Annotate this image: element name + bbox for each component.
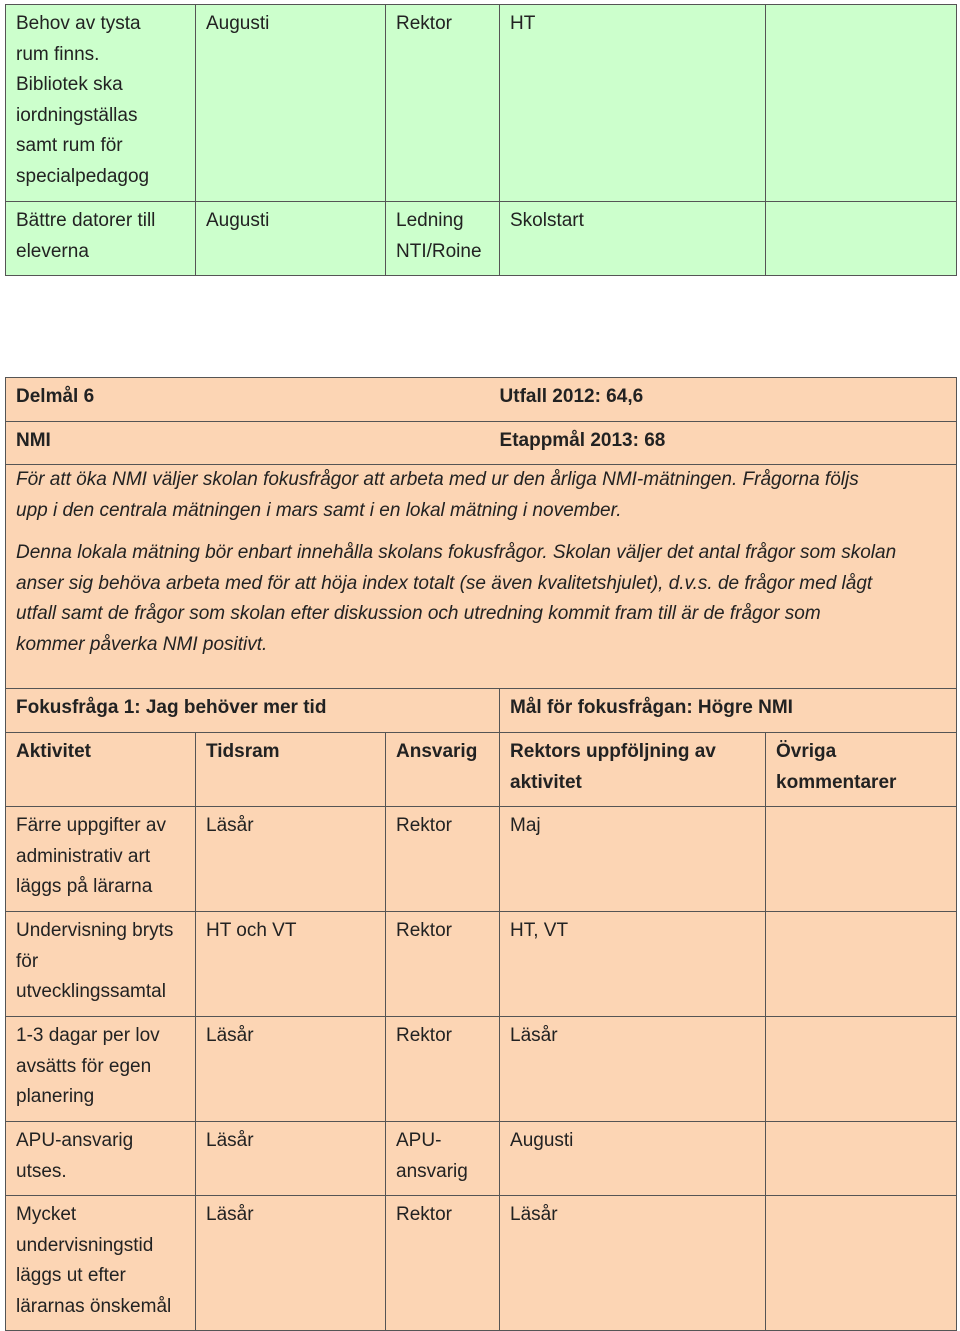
goal-table — [5, 377, 957, 1331]
aktivitet-cell: Färre uppgifter av administrativ art läggs på lärarna — [6, 807, 196, 912]
aktivitet-cell: Undervisning bryts för utvecklingssamtal — [6, 912, 196, 1017]
header-row — [6, 733, 957, 807]
header-aktivitet: Aktivitet — [6, 733, 196, 807]
table-row — [6, 1196, 957, 1331]
aktivitet-cell: APU-ansvarig utses. — [6, 1122, 196, 1196]
goal-row-nmi — [6, 422, 957, 465]
utfall-label: Utfall 2012: 64,6 — [500, 378, 957, 422]
aktivitet-cell: Mycket undervisningstid läggs ut efter lärarnas önskemål — [6, 1196, 196, 1331]
table-row — [6, 807, 957, 912]
table-row — [6, 1017, 957, 1122]
table-row — [6, 5, 957, 202]
uppfoljning-cell: HT — [500, 5, 766, 202]
ovriga-cell — [766, 1196, 957, 1331]
focus-question: Fokusfråga 1: Jag behöver mer tid — [6, 689, 500, 733]
ovriga-cell — [766, 5, 957, 202]
header-uppfoljning: Rektors uppföljning av aktivitet — [500, 733, 766, 807]
ovriga-cell — [766, 912, 957, 1017]
table-row — [6, 912, 957, 1017]
goal-description-row — [6, 465, 957, 689]
aktivitet-cell: Behov av tysta rum finns. Bibliotek ska iordningställas samt rum för specialpedagog — [6, 5, 196, 202]
header-ansvarig: Ansvarig — [386, 733, 500, 807]
aktivitet-cell: 1-3 dagar per lov avsätts för egen planering — [6, 1017, 196, 1122]
tidsram-cell: HT och VT — [196, 912, 386, 1017]
nmi-label: NMI — [6, 422, 500, 465]
tidsram-cell: Läsår — [196, 1017, 386, 1122]
goal-paragraph-2: Denna lokala mätning bör enbart innehålla skolans fokusfrågor. Skolan väljer det antal frågor som skolan anser sig behöva arbeta med för att höja index totalt (se även kvalitetshjulet), d.v.s. de frågor med lågt utfall samt de frågor som skolan efter diskussion och utredning kommit fram till är de frågor som kommer påverka NMI positivt. — [16, 542, 897, 655]
ansvarig-cell: Rektor — [386, 5, 500, 202]
uppfoljning-cell: Läsår — [500, 1017, 766, 1122]
table-row — [6, 202, 957, 276]
uppfoljning-cell: Maj — [500, 807, 766, 912]
uppfoljning-cell: Augusti — [500, 1122, 766, 1196]
header-tidsram: Tidsram — [196, 733, 386, 807]
table-row — [6, 1122, 957, 1196]
ovriga-cell — [766, 807, 957, 912]
aktivitet-cell: Bättre datorer till eleverna — [6, 202, 196, 276]
tidsram-cell: Augusti — [196, 5, 386, 202]
ansvarig-cell: Rektor — [386, 1196, 500, 1331]
delmal-label: Delmål 6 — [6, 378, 500, 422]
focus-goal: Mål för fokusfrågan: Högre NMI — [500, 689, 957, 733]
etappmal-label: Etappmål 2013: 68 — [500, 422, 957, 465]
focus-question-row — [6, 689, 957, 733]
goal-description — [6, 465, 957, 689]
goal-paragraph-1: För att öka NMI väljer skolan fokusfrågor att arbeta med ur den årliga NMI-mätningen. Frågorna följs upp i den centrala mätningen i mars samt i en lokal mätning i november. — [16, 469, 859, 521]
tidsram-cell: Augusti — [196, 202, 386, 276]
ansvarig-cell: Ledning NTI/Roine — [386, 202, 500, 276]
uppfoljning-cell: HT, VT — [500, 912, 766, 1017]
tidsram-cell: Läsår — [196, 807, 386, 912]
header-ovriga: Övriga kommentarer — [766, 733, 957, 807]
uppfoljning-cell: Läsår — [500, 1196, 766, 1331]
ansvarig-cell: APU- ansvarig — [386, 1122, 500, 1196]
goal-row-delmal — [6, 378, 957, 422]
ovriga-cell — [766, 1017, 957, 1122]
ansvarig-cell: Rektor — [386, 807, 500, 912]
ansvarig-cell: Rektor — [386, 1017, 500, 1122]
tidsram-cell: Läsår — [196, 1122, 386, 1196]
activity-table-top — [5, 4, 957, 276]
tidsram-cell: Läsår — [196, 1196, 386, 1331]
ansvarig-cell: Rektor — [386, 912, 500, 1017]
ovriga-cell — [766, 202, 957, 276]
uppfoljning-cell: Skolstart — [500, 202, 766, 276]
ovriga-cell — [766, 1122, 957, 1196]
